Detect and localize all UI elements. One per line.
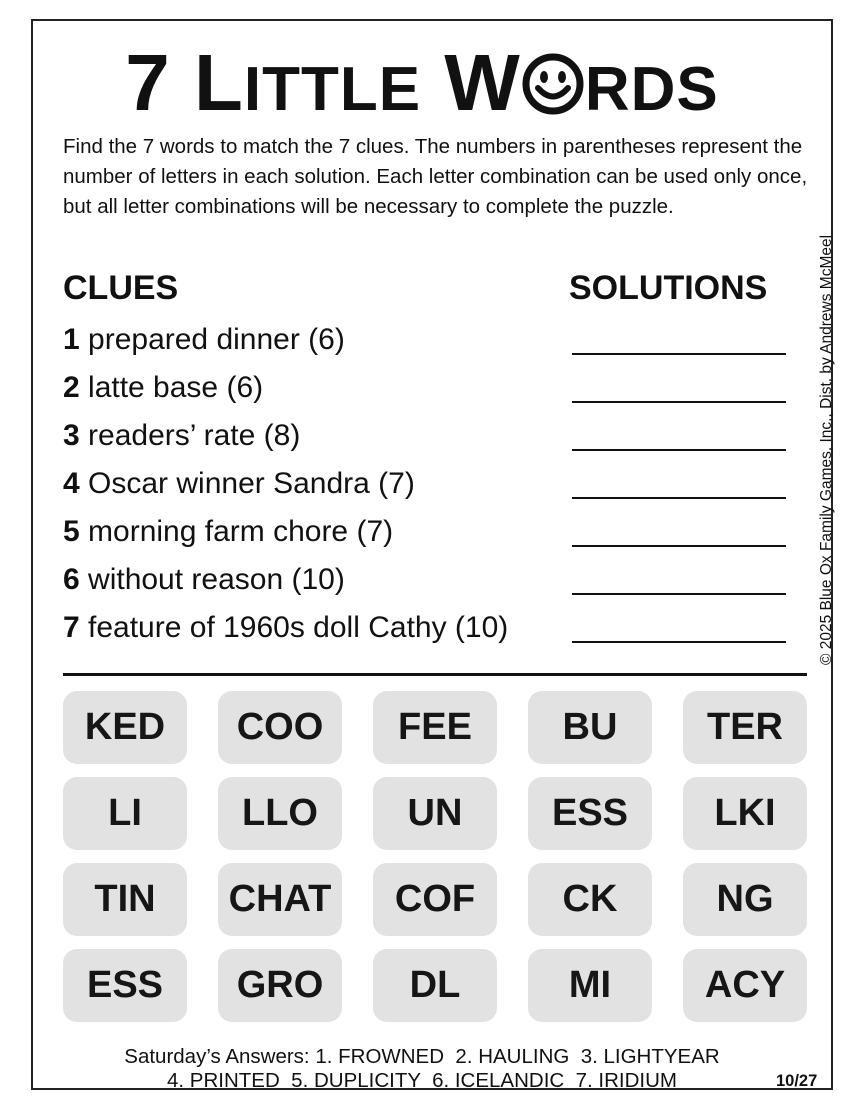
clue-5 [63, 514, 393, 550]
date-stamp: 10/27 [776, 1072, 818, 1090]
previous-answers [0, 1045, 844, 1093]
solution-line-1[interactable] [572, 353, 786, 355]
clue-text: readers’ rate (8) [79, 419, 301, 452]
letter-tile[interactable]: ACY [683, 949, 807, 1022]
letter-tile[interactable]: BU [528, 691, 652, 764]
clue-number: 1 [63, 323, 80, 356]
letter-tile[interactable]: NG [683, 863, 807, 936]
divider [63, 673, 807, 676]
letter-tile[interactable]: COO [218, 691, 342, 764]
clue-6 [63, 562, 345, 598]
letter-tile[interactable]: LI [63, 777, 187, 850]
clue-number: 6 [63, 563, 80, 596]
letter-tile[interactable]: DL [373, 949, 497, 1022]
answers-line-1: Saturday’s Answers: 1. FROWNED 2. HAULING 3. LIGHTYEAR [124, 1045, 720, 1068]
clue-text: prepared dinner (6) [79, 323, 345, 356]
solutions-header: SOLUTIONS [569, 269, 768, 307]
letter-tile[interactable]: GRO [218, 949, 342, 1022]
copyright: © 2025 Blue Ox Family Games, Inc., Dist. by Andrews McMeel [818, 234, 835, 665]
clue-2 [63, 370, 263, 406]
clue-3 [63, 418, 300, 454]
answers-line-2: 4. PRINTED 5. DUPLICITY 6. ICELANDIC 7. IRIDIUM [167, 1069, 677, 1092]
clue-number: 5 [63, 515, 80, 548]
solution-line-6[interactable] [572, 593, 786, 595]
clues-header: CLUES [63, 269, 179, 307]
clue-1 [63, 322, 345, 358]
letter-tile[interactable]: KED [63, 691, 187, 764]
clue-text: latte base (6) [79, 371, 264, 404]
clue-text: feature of 1960s doll Cathy (10) [79, 611, 509, 644]
clue-text: without reason (10) [79, 563, 345, 596]
letter-tile[interactable]: COF [373, 863, 497, 936]
letter-tile[interactable]: CHAT [218, 863, 342, 936]
instructions: Find the 7 words to match the 7 clues. The numbers in parentheses represent the number of letters in each solution. Each letter combination can be used only once, but all letter combinations will be necessary to complete the puzzle. [63, 135, 808, 218]
letter-tile[interactable]: TER [683, 691, 807, 764]
clue-number: 7 [63, 611, 80, 644]
letter-tile[interactable]: FEE [373, 691, 497, 764]
smiley-o-icon [521, 52, 585, 116]
clue-4 [63, 466, 415, 502]
letter-tile[interactable]: CK [528, 863, 652, 936]
clue-text: Oscar winner Sandra (7) [79, 467, 415, 500]
letter-tile[interactable]: ESS [63, 949, 187, 1022]
solution-line-4[interactable] [572, 497, 786, 499]
letter-tile[interactable]: ESS [528, 777, 652, 850]
clue-number: 2 [63, 371, 80, 404]
solution-line-2[interactable] [572, 401, 786, 403]
letter-tile[interactable]: MI [528, 949, 652, 1022]
clue-number: 4 [63, 467, 80, 500]
letter-tile[interactable]: LLO [218, 777, 342, 850]
solution-line-3[interactable] [572, 449, 786, 451]
solution-line-5[interactable] [572, 545, 786, 547]
puzzle-title: 7 LITTLE W RDS [125, 38, 719, 127]
clue-text: morning farm chore (7) [79, 515, 394, 548]
clue-7 [63, 610, 508, 646]
letter-tile[interactable]: TIN [63, 863, 187, 936]
letter-tile[interactable]: UN [373, 777, 497, 850]
clue-number: 3 [63, 419, 80, 452]
letter-tile[interactable]: LKI [683, 777, 807, 850]
solution-line-7[interactable] [572, 641, 786, 643]
